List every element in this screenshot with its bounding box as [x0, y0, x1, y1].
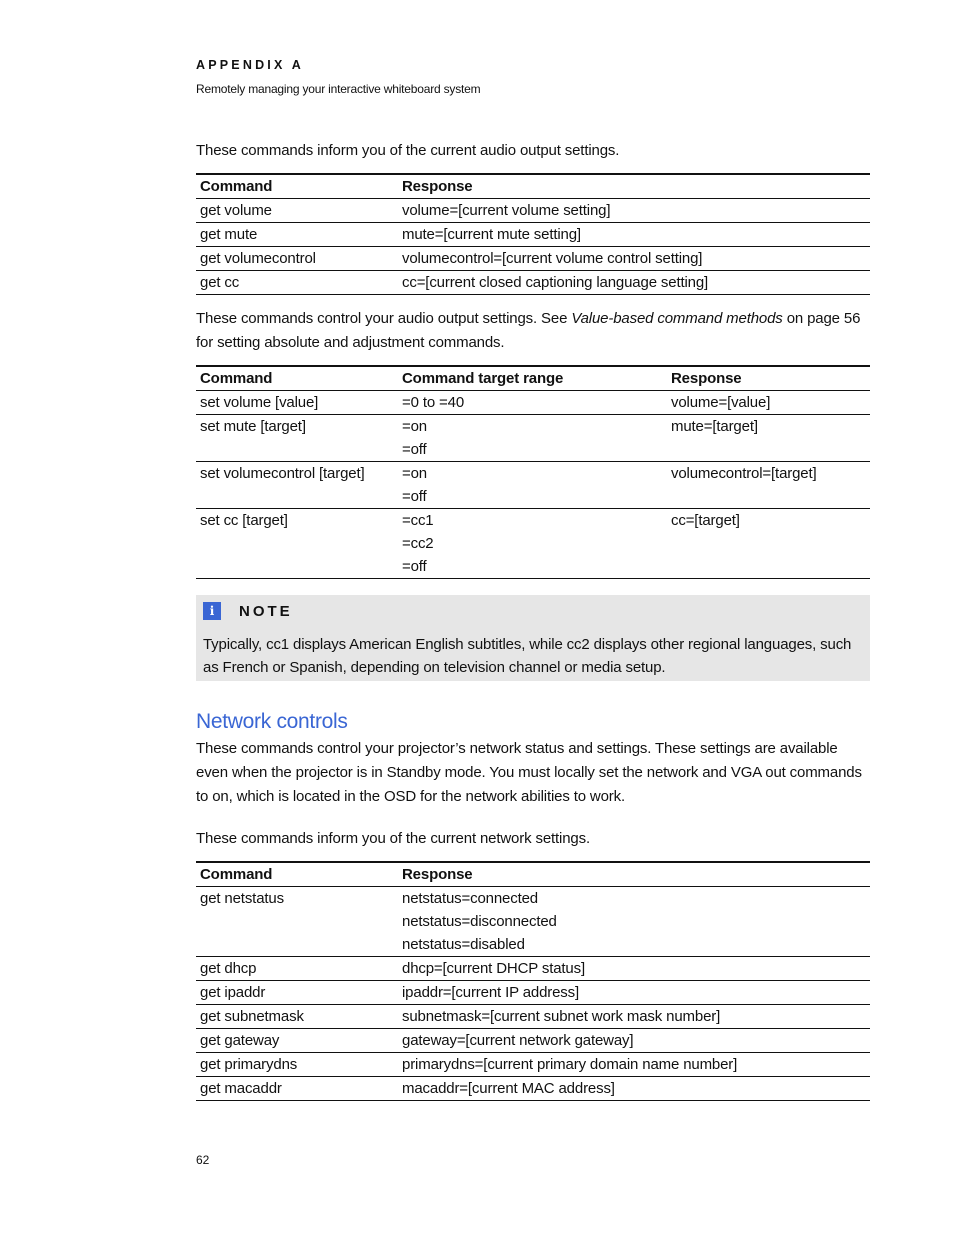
chapter-subtitle: Remotely managing your interactive whiteboard system — [196, 82, 481, 96]
response-cell: mute=[target] — [671, 418, 758, 435]
note-box — [196, 595, 870, 681]
info-icon: i — [203, 602, 221, 620]
command-cell: get gateway — [200, 1032, 280, 1049]
table-row — [196, 1005, 870, 1029]
range-cell: =on — [402, 465, 427, 482]
response-cell: ipaddr=[current IP address] — [402, 984, 580, 1001]
table-row — [196, 1053, 870, 1077]
response-cell: dhcp=[current DHCP status] — [402, 960, 585, 977]
table-row — [196, 223, 870, 247]
audio-get-intro: These commands inform you of the current audio output settings. — [196, 142, 620, 159]
response-cell: netstatus=disconnected — [402, 913, 557, 930]
column-header: Response — [398, 862, 870, 887]
command-cell: set volumecontrol [target] — [200, 465, 365, 482]
command-cell: set mute [target] — [200, 418, 306, 435]
network-get-table — [196, 861, 870, 1101]
table-row — [196, 957, 870, 981]
range-cell: =off — [402, 558, 427, 575]
page-number: 62 — [196, 1153, 210, 1167]
table-row — [196, 981, 870, 1005]
command-cell: set volume [value] — [200, 394, 319, 411]
column-header: Command — [196, 366, 398, 391]
column-header: Command — [196, 862, 398, 887]
range-cell: =off — [402, 441, 427, 458]
column-header: Command — [196, 174, 398, 199]
note-text: Typically, cc1 displays American English subtitles, while cc2 displays other regional languages, such as French or Spanish, depending on television channel or media setup. — [203, 636, 852, 676]
appendix-label: APPENDIX A — [196, 58, 304, 72]
table-row — [196, 1077, 870, 1101]
range-cell: =on — [402, 418, 427, 435]
command-cell: get mute — [200, 226, 258, 243]
response-cell: macaddr=[current MAC address] — [402, 1080, 615, 1097]
column-header: Response — [398, 174, 870, 199]
cross-reference-link[interactable]: Value-based command methods — [571, 310, 783, 327]
table-row — [196, 415, 870, 462]
table-row — [196, 887, 870, 957]
command-cell: get dhcp — [200, 960, 257, 977]
audio-set-table — [196, 365, 870, 579]
range-cell: =cc1 — [402, 512, 434, 529]
table-header-row — [196, 174, 870, 199]
section-body: These commands control your projector’s network status and settings. These settings are available even when the projector is in Standby mode. You must locally set the network and VGA out commands to on, which is located in the OSD for the network abilities to work. — [196, 740, 862, 805]
command-cell: get volume — [200, 202, 272, 219]
intro-text: These commands control your audio output settings. See — [196, 310, 572, 327]
command-cell: get ipaddr — [200, 984, 266, 1001]
response-cell: cc=[current closed captioning language setting] — [402, 274, 709, 291]
command-cell: get volumecontrol — [200, 250, 316, 267]
response-cell: netstatus=connected — [402, 890, 539, 907]
command-cell: get macaddr — [200, 1080, 282, 1097]
range-cell: =cc2 — [402, 535, 434, 552]
command-cell: get primarydns — [200, 1056, 298, 1073]
table-row — [196, 391, 870, 415]
response-cell: primarydns=[current primary domain name number] — [402, 1056, 738, 1073]
command-cell: get cc — [200, 274, 240, 291]
note-title: NOTE — [239, 603, 293, 620]
column-header: Response — [667, 366, 870, 391]
table-row — [196, 247, 870, 271]
table-row — [196, 271, 870, 295]
response-cell: netstatus=disabled — [402, 936, 525, 953]
table-header-row — [196, 366, 870, 391]
response-cell: subnetmask=[current subnet work mask number] — [402, 1008, 721, 1025]
column-header: Command target range — [398, 366, 667, 391]
response-cell: cc=[target] — [671, 512, 740, 529]
intro-text: on page 56 for setting absolute and adjustment commands. — [196, 310, 861, 351]
table-header-row — [196, 862, 870, 887]
range-cell: =0 to =40 — [402, 394, 465, 411]
table-row — [196, 509, 870, 579]
table-row — [196, 462, 870, 509]
response-cell: gateway=[current network gateway] — [402, 1032, 634, 1049]
response-cell: volumecontrol=[target] — [671, 465, 817, 482]
response-cell: mute=[current mute setting] — [402, 226, 581, 243]
command-cell: get netstatus — [200, 890, 284, 907]
network-get-intro: These commands inform you of the current network settings. — [196, 830, 590, 847]
table-row — [196, 199, 870, 223]
section-heading: Network controls — [196, 710, 348, 733]
audio-get-table — [196, 173, 870, 295]
response-cell: volume=[current volume setting] — [402, 202, 611, 219]
range-cell: =off — [402, 488, 427, 505]
table-row — [196, 1029, 870, 1053]
response-cell: volumecontrol=[current volume control setting] — [402, 250, 703, 267]
audio-set-intro — [196, 307, 870, 355]
command-cell: set cc [target] — [200, 512, 288, 529]
command-cell: get subnetmask — [200, 1008, 304, 1025]
response-cell: volume=[value] — [671, 394, 771, 411]
